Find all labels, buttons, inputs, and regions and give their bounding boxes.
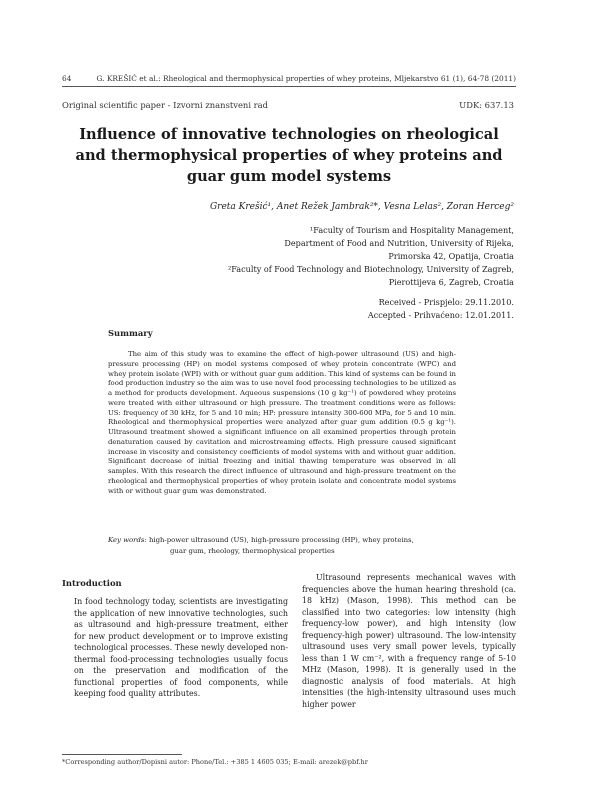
header-rule bbox=[62, 86, 516, 87]
page-number: 64 bbox=[62, 74, 72, 83]
keywords bbox=[108, 535, 458, 556]
udk-code: UDK: 637.13 bbox=[459, 100, 514, 110]
dates bbox=[368, 296, 514, 322]
article-type: Original scientific paper - Izvorni znanstveni rad bbox=[62, 100, 269, 110]
keywords-label: Key words: bbox=[108, 536, 147, 544]
running-head: G. KREŠIĆ et al.: Rheological and thermophysical properties of whey proteins, Mljekarstvo 61 (1), 64-78 (2011) bbox=[96, 74, 516, 83]
summary-text: The aim of this study was to examine the effect of high-power ultrasound (US) and high-pressure processing (HP) on model systems composed of whey protein concentrate (WPC) and whey protein isolate (WPI) with or without guar gum addition. This kind of systems can be found in food production industry so the aim was to use novel food processing technologies to be utilized as a method for products development. Aqueous suspensions (10 g kg⁻¹) of powdered whey proteins were treated with either ultrasound or high pressure. The treatment conditions were as follows: US: frequency of 30 kHz, for 5 and 10 min; HP: pressure intensity 300-600 MPa, for 5 and 10 min. Rheological and thermophysical properties were analyzed after guar gum addition (0.5 g kg⁻¹). Ultrasound treatment showed a significant influence on all examined properties through protein denaturation caused by cavitation and microstreaming effects. High pressure caused significant increase in viscosity and consistency coefficients of model systems with and without guar addition. Significant decrease of initial freezing and initial thawing temperature was observed in all samples. With this research the direct influence of ultrasound and high-pressure treatment on the rheological and thermophysical properties of whey protein isolate and concentrate model systems with or without guar gum was demonstrated. bbox=[108, 350, 456, 495]
intro-column-left bbox=[74, 596, 288, 700]
summary-heading: Summary bbox=[108, 328, 153, 338]
affiliation-line: ¹Faculty of Tourism and Hospitality Management, bbox=[310, 225, 514, 235]
footnote: *Corresponding author/Dopisni autor: Phone/Tel.: +385 1 4605 035; E-mail: arezek@pbf.hr bbox=[62, 758, 368, 766]
affiliation-line: Department of Food and Nutrition, University of Rijeka, bbox=[284, 238, 514, 249]
accepted-date: Accepted - Prihvaćeno: 12.01.2011. bbox=[367, 310, 514, 321]
author-list: Greta Krešić¹, Anet Režek Jambrak²*, Vesna Lelas², Zoran Herceg² bbox=[209, 202, 514, 212]
intro-paragraph-left: In food technology today, scientists are investigating the application of new innovative technologies, such as ultrasound and high-pressure treatment, either for new product development or to improve existing technological processes. These newly developed non-thermal food-processing technologies usually focus on the preservation and modification of the functional properties of food components, while keeping food quality attributes. bbox=[74, 597, 288, 699]
paper-title: Influence of innovative technologies on rheological and thermophysical properties of whey proteins and guar gum model systems bbox=[75, 126, 503, 185]
intro-column-right bbox=[302, 572, 516, 711]
introduction-heading: Introduction bbox=[62, 578, 122, 588]
received-date: Received - Prispjelo: 29.11.2010. bbox=[378, 297, 514, 307]
affiliation-line: Primorska 42, Opatija, Croatia bbox=[388, 251, 514, 262]
affiliations bbox=[228, 224, 514, 289]
affiliation-line: ²Faculty of Food Technology and Biotechnology, University of Zagreb, bbox=[228, 264, 514, 275]
footnote-rule bbox=[62, 754, 182, 755]
intro-paragraph-right: Ultrasound represents mechanical waves with frequencies above the human hearing threshold (ca. 18 kHz) (Mason, 1998). This method can be classified into two categories: low intensity (high frequency-low power), and high intensity (low frequency-high power) ultrasound. The low-intensity ultrasound uses very small power levels, typically less than 1 W cm⁻², with a frequency range of 5-10 MHz (Mason, 1998). It is generally used in the diagnostic analysis of food materials. At high intensities (the high-intensity ultrasound uses much higher power bbox=[302, 573, 516, 710]
affiliation-line: Pierottijeva 6, Zagreb, Croatia bbox=[388, 277, 514, 288]
keywords-line-1: high-power ultrasound (US), high-pressure processing (HP), whey proteins, bbox=[148, 536, 414, 544]
keywords-line-2: guar gum, rheology, thermophysical properties bbox=[170, 546, 335, 555]
